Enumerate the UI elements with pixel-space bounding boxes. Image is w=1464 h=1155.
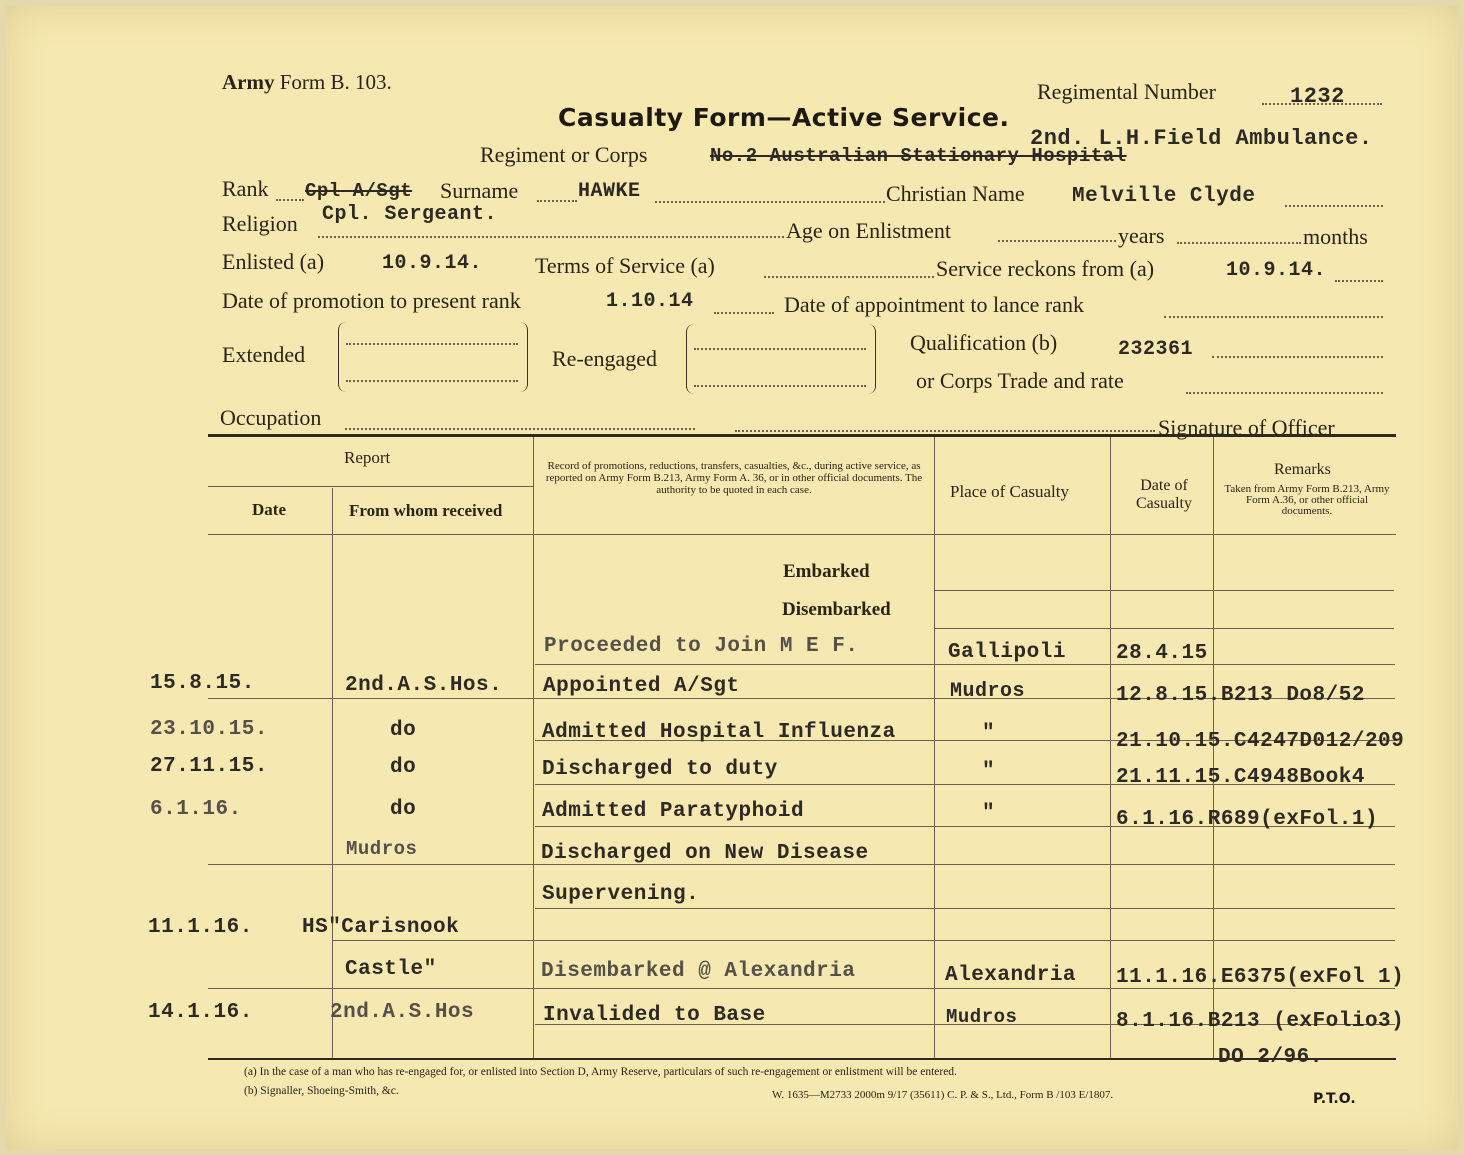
casualty-date-cell: 8.1.16.B213 (exFolio3) [1116,1010,1405,1033]
date-cell: 11.1.16. [148,916,253,939]
form-title: Casualty Form—Active Service. [558,103,1010,132]
form-name-bold: Army [222,70,275,94]
dotted-line [1186,392,1383,394]
footnote-a: (a) In the case of a man who has re-engaged for, or enlisted into Section D, Army Reserve, particulars of such re-engagement or enlistment will be entered. [244,1066,957,1078]
table-top-rule [208,434,1396,437]
record-cell: Supervening. [542,883,700,906]
dotted-line [1285,205,1383,207]
lance-label: Date of appointment to lance rank [784,292,1084,317]
casualty-date-header: Date of Casualty [1136,477,1192,512]
header-bottom-rule [208,534,1396,535]
date-cell: 14.1.16. [148,1001,253,1024]
row-rule [934,628,1394,629]
date-cell: 23.10.15. [150,718,268,741]
from-cell: HS"Carisnook [302,916,460,939]
dotted-line [1335,280,1383,282]
row-rule [535,908,1395,909]
dotted-line [1164,316,1383,318]
embarked-label: Embarked [783,561,870,582]
place-cell: " [982,802,996,825]
record-cell: Admitted Hospital Influenza [542,721,896,744]
form-name-rest: Form B. 103. [279,70,392,94]
regimental-number-value: 1232 [1290,84,1345,109]
date-cell: 15.8.15. [150,672,255,695]
pto-label: P.T.O. [1313,1091,1356,1107]
report-header: Report [344,448,391,467]
reengaged-line-2 [694,385,866,387]
reengaged-line-1 [694,348,866,350]
col-divider-date [332,488,333,1058]
place-cell: Alexandria [945,964,1077,987]
from-cell: Mudros [346,838,418,860]
extended-line-2 [346,380,518,382]
qualification-label: Qualification (b) [910,330,1058,355]
service-reckons-label: Service reckons from (a) [936,256,1155,281]
casualty-date-cell: 11.1.16.E6375(exFol 1) [1116,966,1405,989]
terms-label: Terms of Service (a) [535,253,715,278]
record-cell: Disembarked @ Alexandria [541,960,856,983]
dotted-line [1177,242,1301,244]
enlisted-value: 10.9.14. [382,252,483,275]
promotion-label: Date of promotion to present rank [222,288,521,313]
years-label: years [1118,223,1165,248]
qualification-value: 232361 [1118,338,1194,361]
row-rule [934,590,1394,591]
casualty-date-cell: 21.10.15.C4247D012/209 [1116,730,1405,753]
row-rule [535,664,1395,665]
dotted-line [735,430,1155,432]
col-divider-from [533,437,534,1058]
occupation-label: Occupation [220,405,322,430]
reengaged-bracket [686,324,876,394]
from-cell: 2nd.A.S.Hos [330,1001,475,1024]
enlisted-label: Enlisted (a) [222,249,325,274]
corps-trade-label: or Corps Trade and rate [916,368,1124,393]
dotted-line [714,312,774,314]
extra-remark: DO 2/96. [1218,1046,1323,1069]
col-divider-place [1110,437,1111,1058]
footnote-b: (b) Signaller, Shoeing-Smith, &c. [244,1085,399,1097]
dotted-line [1212,356,1383,358]
extended-label: Extended [222,342,306,367]
casualty-date-cell: 21.11.15.C4948Book4 [1116,766,1365,789]
col-divider-record [934,437,935,1058]
place-header: Place of Casualty [950,482,1069,501]
age-label: Age on Enlistment [786,218,951,243]
months-label: months [1303,224,1368,249]
regimental-number-label: Regimental Number [1037,79,1217,104]
christian-name-label: Christian Name [886,181,1025,206]
date-header: Date [252,500,286,519]
record-cell: Admitted Paratyphoid [542,800,805,823]
rank-struck: Cpl A/Sgt [305,180,413,202]
from-cell: do [390,756,417,779]
from-cell: Castle" [345,958,437,981]
dotted-line [998,240,1116,242]
regiment-value: 2nd. L.H.Field Ambulance. [1030,126,1373,151]
regiment-struck: No.2 Australian Stationary Hospital [710,145,1127,167]
report-sub-rule [208,486,533,487]
place-cell: Mudros [950,680,1026,703]
rank-label: Rank [222,176,269,201]
date-cell: 6.1.16. [150,798,242,821]
record-cell: Proceeded to Join M E F. [544,635,859,658]
dotted-line [764,276,934,278]
record-cell: Discharged on New Disease [541,842,869,865]
remarks-header: Remarks [1274,461,1331,478]
extended-line-1 [346,343,518,345]
place-cell: Gallipoli [948,641,1066,664]
from-header: From whom received [349,501,503,520]
dotted-line [655,201,885,203]
place-cell: " [982,722,996,745]
date-cell: 27.11.15. [150,755,268,778]
record-cell: Invalided to Base [543,1004,766,1027]
dotted-line [537,200,577,202]
dotted-line [276,199,304,201]
record-cell: Discharged to duty [542,758,778,781]
regiment-label: Regiment or Corps [480,142,648,167]
casualty-date-cell: 12.8.15.B213 Do8/52 [1116,684,1365,707]
rank-value: Cpl. Sergeant. [322,203,498,226]
surname-value: HAWKE [578,180,641,203]
print-code: W. 1635—M2733 2000m 9/17 (35611) C. P. & S., Ltd., Form B /103 E/1807. [772,1089,1114,1101]
dotted-line [318,236,784,238]
from-cell: do [390,719,417,742]
dotted-line [345,428,695,430]
record-cell: Appointed A/Sgt [543,675,740,698]
from-cell: do [390,798,417,821]
row-rule [332,940,1395,941]
religion-label: Religion [222,211,298,236]
remarks-sub: Taken from Army Form B.213, Army Form A.36, or other official documents. [1224,483,1390,517]
place-cell: Mudros [946,1006,1018,1028]
casualty-date-cell: 6.1.16.R689(exFol.1) [1116,808,1379,831]
form-name [222,70,392,95]
record-header: Record of promotions, reductions, transfers, casualties, &c., during active service, as reported on Army Form B.213, Army Form A. 36, or in other official documents. The authority to be quoted in each case. [545,460,923,496]
signature-label: Signature of Officer [1158,415,1335,440]
casualty-date-cell: 28.4.15 [1116,642,1208,665]
from-cell: 2nd.A.S.Hos. [345,674,503,697]
service-reckons-value: 10.9.14. [1226,259,1327,282]
place-cell: " [982,760,996,783]
christian-name-value: Melville Clyde [1072,185,1256,208]
disembarked-label: Disembarked [782,599,891,620]
surname-label: Surname [440,178,519,203]
promotion-value: 1.10.14 [606,290,694,313]
reengaged-label: Re-engaged [552,346,658,371]
